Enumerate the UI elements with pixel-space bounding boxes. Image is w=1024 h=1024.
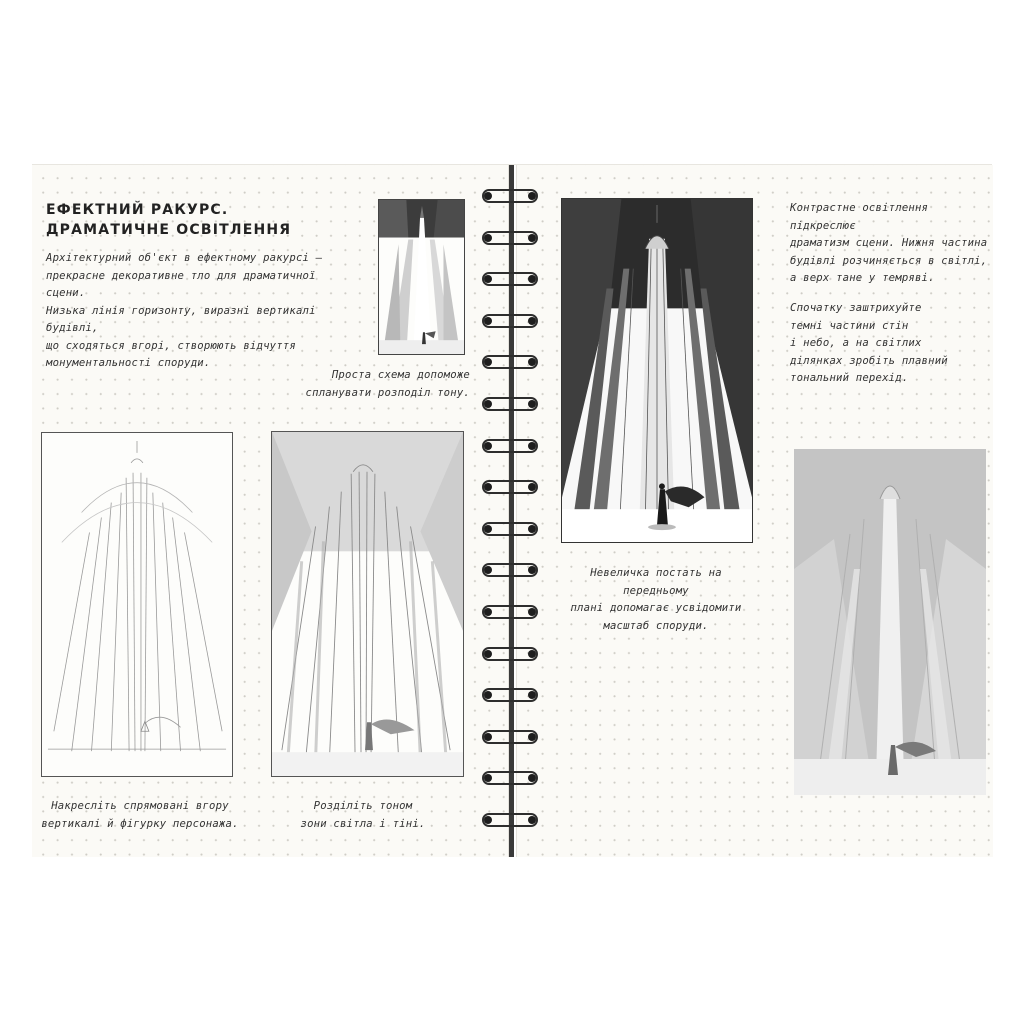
caption-line: драматизм сцени. Нижня частина xyxy=(790,237,988,249)
spiral-ring xyxy=(482,730,538,744)
ring-hole xyxy=(528,816,536,824)
spiral-ring xyxy=(482,480,538,494)
caption-schema xyxy=(300,367,470,402)
caption-line: Контрастне освітлення підкреслює xyxy=(790,202,929,232)
caption-line: Невеличка постать на передньому xyxy=(590,567,722,597)
ring-hole xyxy=(528,192,536,200)
heading-line-2: ДРАМАТИЧНЕ ОСВІТЛЕННЯ xyxy=(46,222,292,238)
light-shadow-sketch xyxy=(271,431,464,777)
caption-line: зони світла і тіні. xyxy=(300,817,426,830)
spiral-ring xyxy=(482,688,538,702)
caption-line: а верх тане у темряві. xyxy=(790,272,935,284)
ring-hole xyxy=(528,650,536,658)
ring-hole xyxy=(528,234,536,242)
spiral-ring xyxy=(482,355,538,369)
caption-line: масштаб споруди. xyxy=(603,619,709,632)
ring-hole xyxy=(484,234,492,242)
spiral-ring xyxy=(482,647,538,661)
caption-line: ділянках зробіть плавний xyxy=(790,354,948,367)
ring-hole xyxy=(484,608,492,616)
caption-contrast xyxy=(790,200,990,288)
spiral-spine xyxy=(509,165,514,857)
ring-hole xyxy=(528,608,536,616)
ring-hole xyxy=(484,192,492,200)
spiral-ring xyxy=(482,231,538,245)
spiral-ring xyxy=(482,397,538,411)
page-heading xyxy=(46,200,306,240)
intro-line: що сходяться вгорі, створюють відчуття xyxy=(46,339,296,352)
ring-hole xyxy=(484,317,492,325)
ring-hole xyxy=(484,816,492,824)
ring-hole xyxy=(484,400,492,408)
caption-line: плані допомагає усвідомити xyxy=(570,602,742,614)
caption-line: Проста схема допоможе xyxy=(331,369,470,381)
ring-hole xyxy=(528,317,536,325)
ring-hole xyxy=(484,525,492,533)
caption-step1 xyxy=(40,798,240,833)
ring-hole xyxy=(528,733,536,741)
caption-line: тональний перехід. xyxy=(790,372,909,384)
caption-line: спланувати розподіл тону. xyxy=(305,386,470,399)
caption-line: і небо, а на світлих xyxy=(790,337,922,349)
gray-tone-study xyxy=(794,449,986,795)
vertical-lines-sketch xyxy=(41,432,233,777)
ring-hole xyxy=(528,400,536,408)
caption-line: темні частини стін xyxy=(790,319,909,332)
spiral-ring xyxy=(482,272,538,286)
intro-line: монументальності споруди. xyxy=(46,357,211,369)
spiral-ring xyxy=(482,439,538,453)
spiral-ring xyxy=(482,314,538,328)
spiral-ring xyxy=(482,522,538,536)
spiral-ring xyxy=(482,189,538,203)
caption-line: вертикалі й фігурку персонажа. xyxy=(41,817,239,830)
intro-line: Низька лінія горизонту, виразні вертикалі будівлі, xyxy=(46,304,316,334)
spiral-ring xyxy=(482,813,538,827)
caption-line: будівлі розчиняється в світлі, xyxy=(790,254,988,267)
intro-line: Архітектурний об'єкт в ефектному ракурсі — xyxy=(46,252,323,264)
ring-hole xyxy=(484,733,492,741)
intro-text xyxy=(46,250,346,373)
ring-hole xyxy=(528,442,536,450)
ring-hole xyxy=(484,442,492,450)
ring-hole xyxy=(484,650,492,658)
caption-step2 xyxy=(278,798,448,833)
tone-plan-thumbnail xyxy=(378,199,465,355)
spiral-ring xyxy=(482,605,538,619)
spiral-ring xyxy=(482,771,538,785)
caption-line: Спочатку заштрихуйте xyxy=(790,302,922,314)
caption-line: Накресліть спрямовані вгору xyxy=(51,800,229,812)
caption-line: Розділіть тоном xyxy=(313,800,413,812)
caption-figure xyxy=(556,565,756,635)
heading-line-1: ЕФЕКТНИЙ РАКУРС. xyxy=(46,202,229,218)
ring-hole xyxy=(528,525,536,533)
intro-line: прекрасне декоративне тло для драматичної сцени. xyxy=(46,269,316,299)
spiral-ring xyxy=(482,563,538,577)
finished-dramatic-skyscraper xyxy=(561,198,753,543)
caption-shading xyxy=(790,300,990,388)
